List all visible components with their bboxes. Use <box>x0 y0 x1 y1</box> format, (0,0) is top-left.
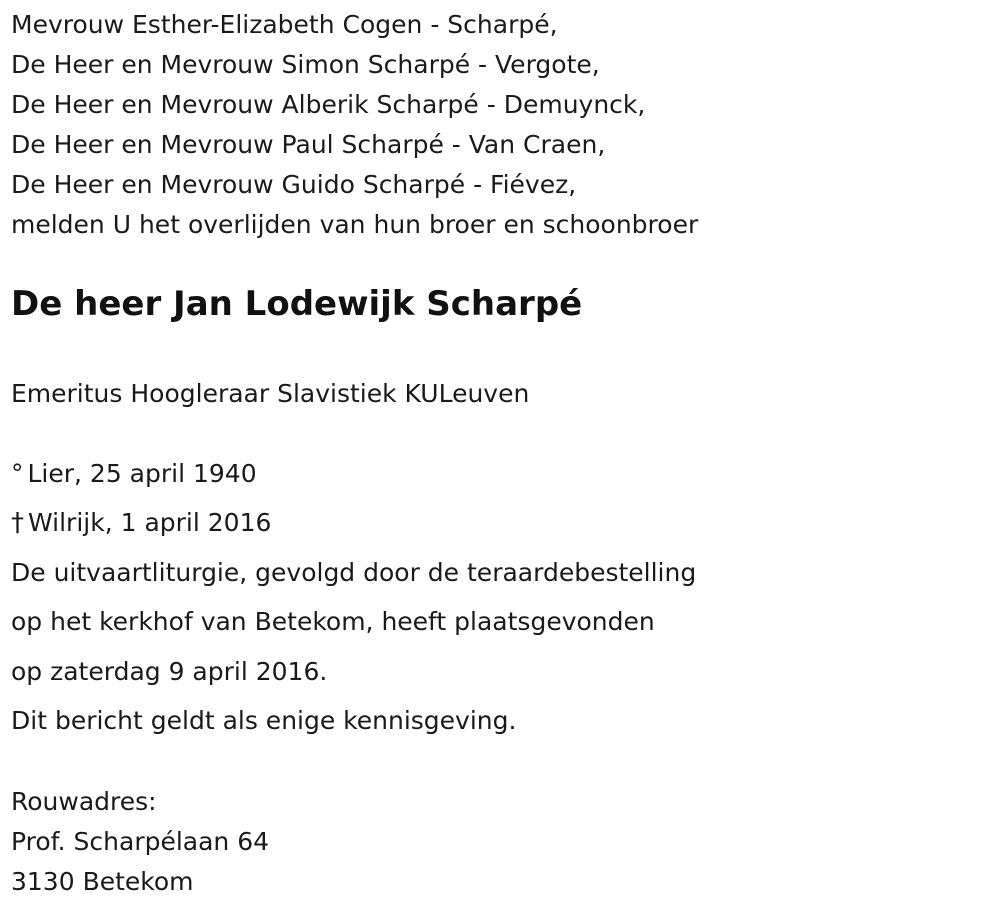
family-line-6: melden U het overlijden van hun broer en schoonbroer <box>11 210 699 239</box>
address-city: 3130 Betekom <box>11 867 194 896</box>
deceased-name: De heer Jan Lodewijk Scharpé <box>11 284 583 324</box>
family-line-3: De Heer en Mevrouw Alberik Scharpé - Demuynck, <box>11 90 646 119</box>
family-line-2: De Heer en Mevrouw Simon Scharpé - Vergote, <box>11 50 600 79</box>
family-line-1: Mevrouw Esther-Elizabeth Cogen - Scharpé, <box>11 10 558 39</box>
address-street: Prof. Scharpélaan 64 <box>11 827 270 856</box>
funeral-line-1: De uitvaartliturgie, gevolgd door de teraardebestelling <box>11 558 697 587</box>
address-label: Rouwadres: <box>11 787 157 816</box>
death-text: Wilrijk, 1 april 2016 <box>28 508 272 537</box>
occupation: Emeritus Hoogleraar Slavistiek KULeuven <box>11 379 530 408</box>
funeral-line-3: op zaterdag 9 april 2016. <box>11 657 328 686</box>
birth-line <box>11 461 257 486</box>
family-line-4: De Heer en Mevrouw Paul Scharpé - Van Craen, <box>11 130 606 159</box>
cross-icon: † <box>11 508 24 538</box>
family-line-5: De Heer en Mevrouw Guido Scharpé - Fiévez, <box>11 170 577 199</box>
death-line <box>11 510 271 536</box>
birth-text: Lier, 25 april 1940 <box>27 459 257 488</box>
birth-symbol: ° <box>11 459 24 488</box>
notice: Dit bericht geldt als enige kennisgeving. <box>11 706 517 735</box>
funeral-line-2: op het kerkhof van Betekom, heeft plaatsgevonden <box>11 607 655 636</box>
